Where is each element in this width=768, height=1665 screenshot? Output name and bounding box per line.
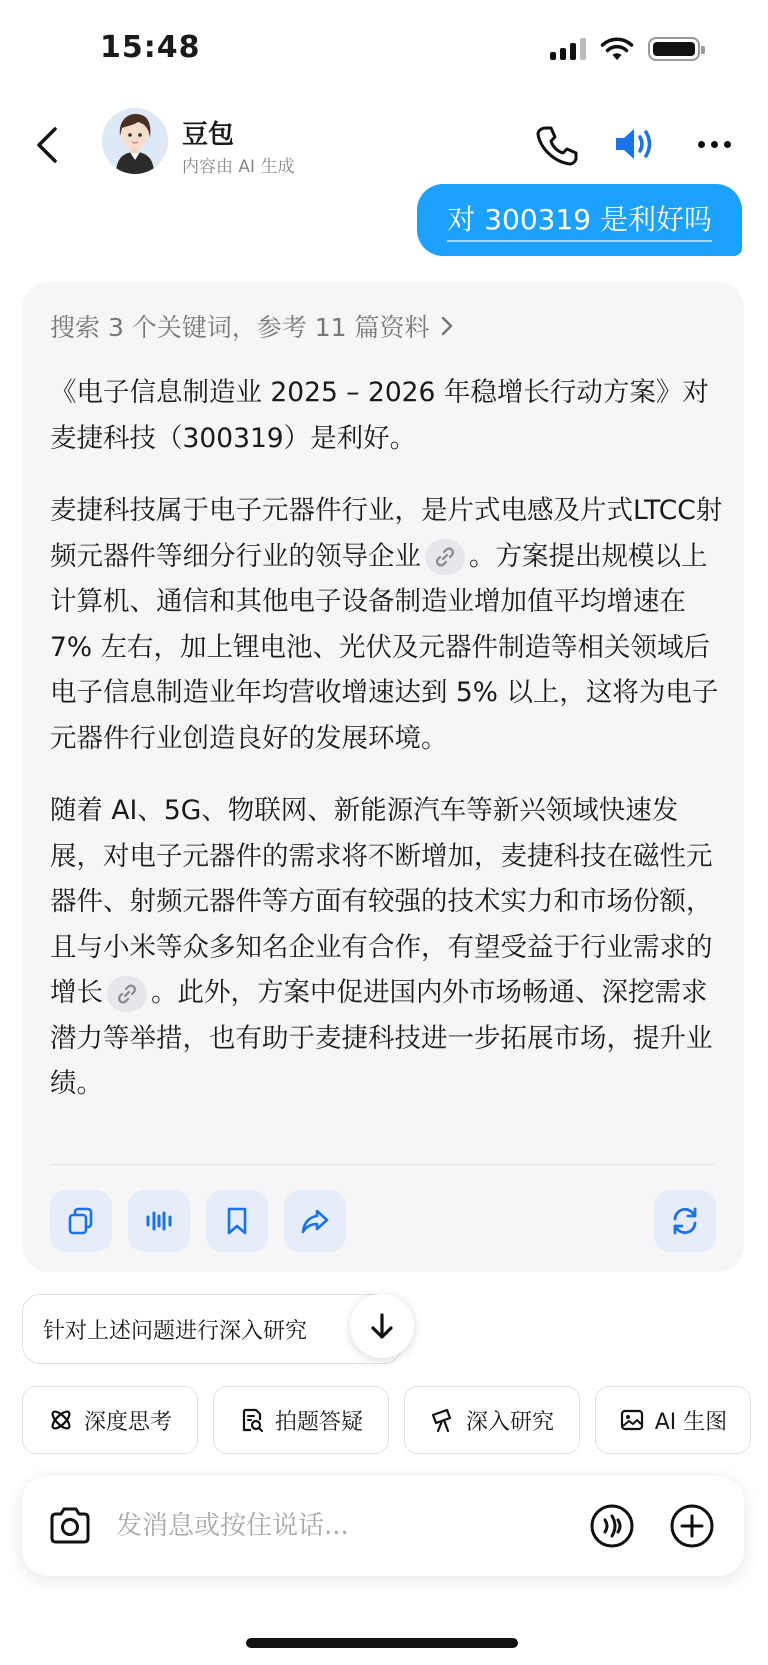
more-options-button[interactable] bbox=[690, 120, 738, 168]
deep-research-suggestion[interactable] bbox=[22, 1294, 402, 1364]
dot-icon bbox=[698, 141, 705, 148]
telescope-icon bbox=[430, 1407, 456, 1433]
deep-thinking-chip[interactable] bbox=[22, 1386, 198, 1454]
camera-icon bbox=[46, 1502, 94, 1550]
voice-input-button[interactable] bbox=[588, 1502, 636, 1550]
back-button[interactable] bbox=[26, 120, 66, 170]
ai-paragraph-2 bbox=[50, 488, 726, 761]
bot-name: 豆包 bbox=[182, 120, 235, 150]
phone-icon bbox=[532, 120, 580, 168]
status-icons bbox=[550, 36, 700, 62]
atom-icon bbox=[48, 1407, 74, 1433]
wifi-icon bbox=[600, 36, 634, 62]
ai-paragraph-2-text-a: 麦捷科技属于电子元器件行业，是片式电感及片式LTCC射频元器件等细分行业的领导企业 bbox=[50, 495, 723, 572]
voice-wave-icon bbox=[588, 1502, 636, 1550]
ai-image-label: AI 生图 bbox=[654, 1409, 728, 1435]
ai-paragraph-3-text-b: 。此外，方案中促进国内外市场畅通、深挖需求潜力等举措，也有助于麦捷科技进一步拓展市场，提升业绩。 bbox=[50, 977, 713, 1099]
audio-wave-icon bbox=[143, 1205, 175, 1237]
document-search-icon bbox=[239, 1407, 265, 1433]
photo-question-label: 拍题答疑 bbox=[274, 1409, 363, 1435]
divider bbox=[50, 1164, 716, 1165]
battery-icon bbox=[648, 37, 700, 61]
ai-paragraph-1: 《电子信息制造业 2025 – 2026 年稳增长行动方案》对麦捷科技（300319）是利好。 bbox=[50, 377, 709, 454]
image-icon bbox=[619, 1407, 645, 1433]
speaker-icon bbox=[610, 120, 658, 168]
deep-research-chip[interactable] bbox=[404, 1386, 580, 1454]
phone-call-button[interactable] bbox=[532, 120, 580, 168]
status-bar bbox=[0, 0, 768, 100]
chat-header bbox=[0, 100, 768, 190]
arrow-down-icon bbox=[367, 1311, 397, 1341]
search-summary-text: 搜索 3 个关键词，参考 11 篇资料 bbox=[50, 313, 430, 342]
dot-icon bbox=[711, 141, 718, 148]
citation-link-button[interactable] bbox=[425, 539, 465, 575]
ai-paragraph-2-text-b: 。方案提出规模以上计算机、通信和其他电子设备制造业增加值平均增速在 7% 左右，加上锂电池、光伏及元器件制造等相关领域后电子信息制造业年均营收增速达到 5% 以上，这将为电子元器件行业创造良好的发展环境。 bbox=[50, 540, 719, 754]
ai-paragraph-3 bbox=[50, 788, 726, 1107]
message-input[interactable] bbox=[116, 1496, 576, 1556]
message-actions bbox=[50, 1190, 716, 1254]
copy-button[interactable] bbox=[50, 1190, 112, 1252]
camera-button[interactable] bbox=[46, 1502, 94, 1550]
search-summary-link[interactable] bbox=[50, 308, 454, 344]
add-attachment-button[interactable] bbox=[668, 1502, 716, 1550]
copy-icon bbox=[65, 1205, 97, 1237]
deep-research-label: 深入研究 bbox=[465, 1409, 554, 1435]
bookmark-button[interactable] bbox=[206, 1190, 268, 1252]
plus-circle-icon bbox=[668, 1502, 716, 1550]
photo-question-chip[interactable] bbox=[213, 1386, 389, 1454]
share-button[interactable] bbox=[284, 1190, 346, 1252]
user-message-bubble[interactable] bbox=[417, 184, 742, 256]
link-icon bbox=[434, 546, 456, 568]
ai-response-card bbox=[22, 282, 744, 1272]
ai-paragraph-3-text-a: 随着 AI、5G、物联网、新能源汽车等新兴领域快速发展，对电子元器件的需求将不断增加，麦捷科技在磁性元器件、射频元器件等方面有较强的技术实力和市场份额，且与小米等众多知名企业有合作，有望受益于行业需求的增长 bbox=[50, 795, 713, 1008]
chevron-left-icon bbox=[33, 125, 59, 165]
message-input-bar bbox=[22, 1476, 744, 1576]
home-indicator bbox=[246, 1638, 518, 1648]
user-message-text: 对 300319 是利好吗 bbox=[447, 198, 712, 242]
cellular-signal-icon bbox=[550, 38, 586, 60]
avatar-girl-icon bbox=[102, 108, 168, 174]
regenerate-button[interactable] bbox=[654, 1190, 716, 1252]
link-icon bbox=[116, 983, 138, 1005]
deep-thinking-label: 深度思考 bbox=[83, 1409, 172, 1435]
share-icon bbox=[299, 1205, 331, 1237]
speaker-toggle-button[interactable] bbox=[610, 120, 658, 168]
bookmark-icon bbox=[221, 1205, 253, 1237]
ai-image-chip[interactable] bbox=[595, 1386, 751, 1454]
suggestion-text: 针对上述问题进行深入研究 bbox=[43, 1318, 308, 1344]
avatar[interactable] bbox=[102, 108, 168, 174]
read-aloud-button[interactable] bbox=[128, 1190, 190, 1252]
scroll-to-bottom-button[interactable] bbox=[350, 1294, 414, 1358]
citation-link-button[interactable] bbox=[107, 976, 147, 1012]
ai-response-body bbox=[50, 370, 726, 1134]
dot-icon bbox=[724, 141, 731, 148]
status-time: 15:48 bbox=[100, 30, 201, 65]
refresh-icon bbox=[669, 1205, 701, 1237]
chevron-right-icon bbox=[440, 315, 454, 337]
bot-subtitle: 内容由 AI 生成 bbox=[182, 157, 295, 177]
